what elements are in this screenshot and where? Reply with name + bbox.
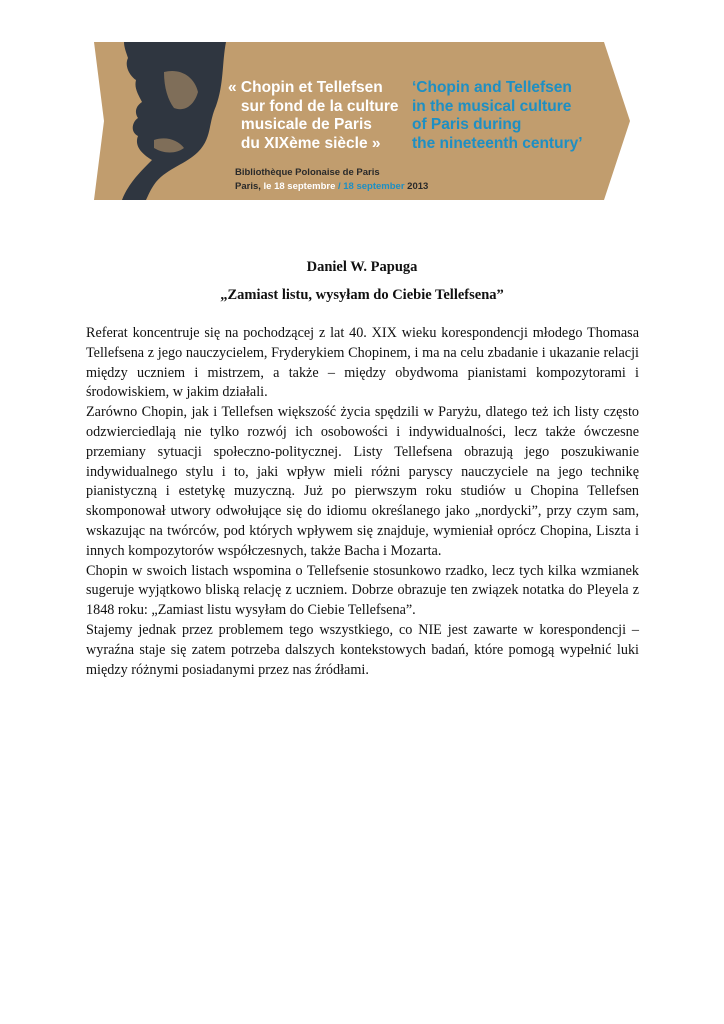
paragraph: Chopin w swoich listach wspomina o Tellefsenie stosunkowo rzadko, lecz tych kilka wzmianek sugeruje wyjątkowo bliską relację z uczniem. Dobrze obrazuje ten związek notatka do Pleyela z 1848 roku: „Zamiast listu wysyłam do Ciebie Tellefsena”. xyxy=(86,562,639,619)
paragraph: Zarówno Chopin, jak i Tellefsen większość życia spędzili w Paryżu, dlatego też ich listy często odzwierciedlają nie tylko rozwój ich osobowości i indywidualności, lecz także ówczesne przemiany sytuacji społeczno-politycznej. Listy Tellefsena obrazują jego poszukiwanie indywidualnego stylu i to, jaki wpływ mieli różni paryscy nauczyciele na jego technikę pianistyczną i estetykę muzyczną. Już po pierwszym roku studiów u Chopina Tellefsen skomponował utwory odwołujące się do idiomu określanego jako „nordycki”, przy czym sam, wskazując na twórców, pod których wpływem się znajduje, wymieniał oprócz Chopina, Liszta i innych kompozytorów współczesnych, także Bacha i Mozarta. xyxy=(86,404,639,559)
date-year: 2013 xyxy=(407,181,429,192)
banner-english-title: ‘Chopin and Tellefsen in the musical culture of Paris during the nineteenth century’ xyxy=(412,79,583,152)
banner-french-title: « Chopin et Tellefsen sur fond de la culture musicale de Paris du XIXème siècle » xyxy=(228,79,399,152)
author-name: Daniel W. Papuga xyxy=(306,259,418,275)
date-english: / 18 september xyxy=(335,181,408,192)
date-city: Paris, xyxy=(235,181,264,192)
paper-title: „Zamiast listu, wysyłam do Ciebie Tellefsena” xyxy=(220,287,504,303)
paragraph: Referat koncentruje się na pochodzącej z lat 40. XIX wieku korespondencji młodego Thomasa Tellefsena z jego nauczycielem, Fryderykiem Chopinem, i ma na celu zbadanie i ukazanie relacji między uczniem i mistrzem, a także – między obydwoma pianistami kompozytorami i środowiskiem, w jakim działali. xyxy=(86,325,639,401)
paragraph: Stajemy jednak przez problemem tego wszystkiego, co NIE jest zawarte w korespondencji – wyraźna staje się zatem potrzeba dalszych kontekstowych badań, które pomogą wypełnić luki między różnymi posiadanymi przez nas źródłami. xyxy=(86,621,639,678)
abstract-body xyxy=(86,324,639,680)
date-french: le 18 septembre xyxy=(263,181,336,192)
conference-banner xyxy=(94,42,630,200)
banner-venue: Bibliothèque Polonaise de Paris xyxy=(235,167,380,178)
banner-date xyxy=(235,180,428,193)
